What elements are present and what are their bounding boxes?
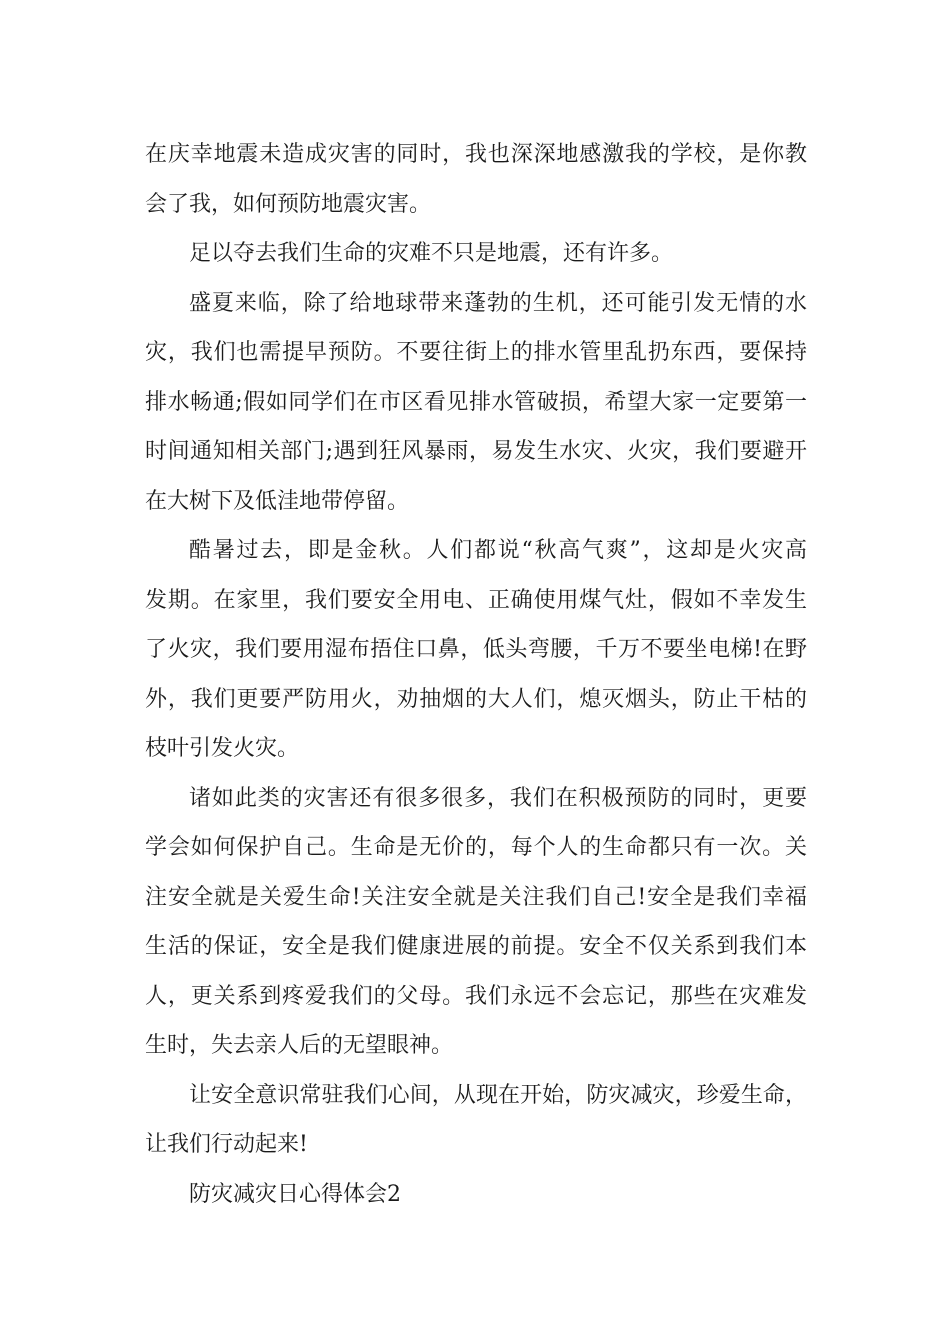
text-line: 诸如此类的灾害还有很多很多，我们在积极预防的同时，更要: [189, 785, 807, 811]
text-line: 枝叶引发火灾。: [145, 736, 300, 761]
section-heading: 防灾减灾日心得体会2: [189, 1181, 401, 1207]
text-line: 让我们行动起来!: [145, 1132, 308, 1157]
text-line: 排水畅通;假如同学们在市区看见排水管破损，希望大家一定要第一: [145, 389, 807, 415]
text-line: 学会如何保护自己。生命是无价的，每个人的生命都只有一次。关: [145, 835, 807, 860]
text-line: 会了我，如何预防地震灾害。: [145, 191, 432, 217]
text-line: 注安全就是关爱生命!关注安全就是关注我们自己!安全是我们幸福: [145, 884, 807, 910]
text-line: 外，我们更要严防用火，劝抽烟的大人们，熄灭烟头，防止干枯的: [145, 686, 807, 712]
text-line: 在庆幸地震未造成灾害的同时，我也深深地感激我的学校，是你教: [145, 142, 807, 167]
text-line: 让安全意识常驻我们心间，从现在开始，防灾减灾，珍爱生命，: [189, 1082, 807, 1108]
text-line: 人，更关系到疼爱我们的父母。我们永远不会忘记，那些在灾难发: [145, 983, 807, 1009]
text-line: 了火灾，我们要用湿布捂住口鼻，低头弯腰，千万不要坐电梯!在野: [145, 637, 807, 662]
text-line: 时间通知相关部门;遇到狂风暴雨，易发生水灾、火灾，我们要避开: [145, 439, 807, 464]
document-body: [145, 130, 807, 1219]
text-line: 足以夺去我们生命的灾难不只是地震，还有许多。: [189, 241, 674, 266]
text-line: 发期。在家里，我们要安全用电、正确使用煤气灶，假如不幸发生: [145, 587, 807, 613]
text-line: 灾，我们也需提早预防。不要往街上的排水管里乱扔东西，要保持: [145, 340, 807, 365]
text-line: 生时，失去亲人后的无望眼神。: [145, 1033, 454, 1058]
text-line: 盛夏来临，除了给地球带来蓬勃的生机，还可能引发无情的水: [189, 290, 807, 316]
text-line: 在大树下及低洼地带停留。: [145, 488, 410, 514]
text-line: 酷暑过去，即是金秋。人们都说“秋高气爽”，这却是火灾高: [189, 538, 807, 563]
text-line: 生活的保证，安全是我们健康进展的前提。安全不仅关系到我们本: [145, 934, 807, 959]
